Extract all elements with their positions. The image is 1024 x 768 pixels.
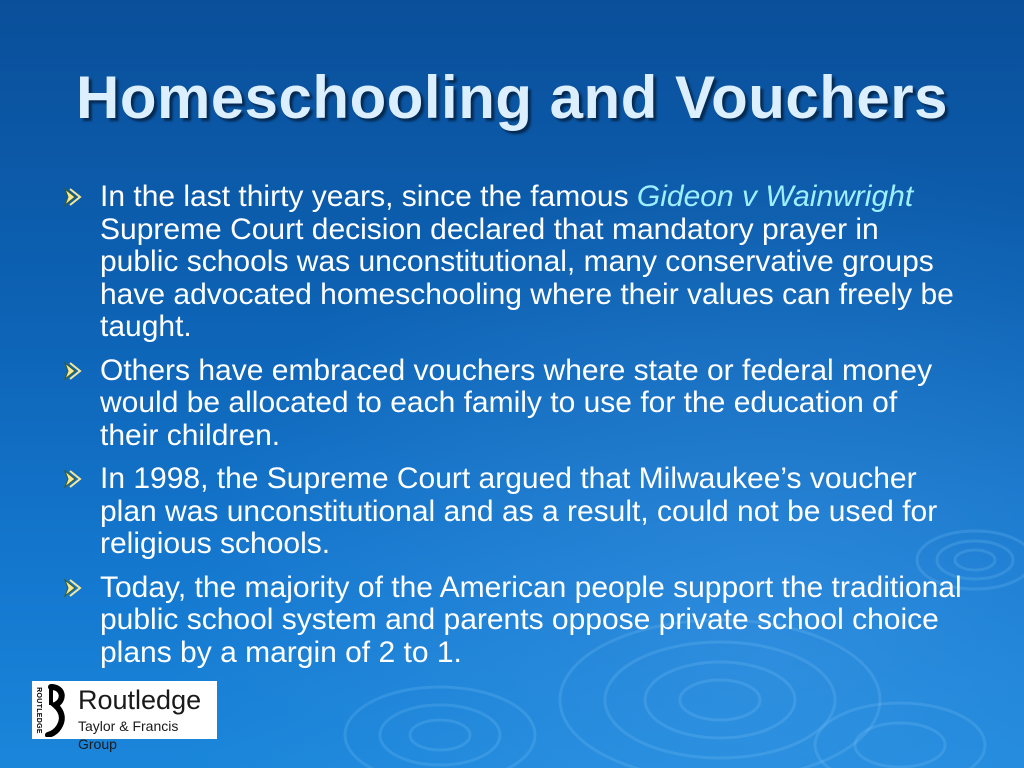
routledge-r-icon [42,683,68,737]
bullet-text-start: In the last thirty years, since the famous [100,180,637,213]
bullet-list [62,181,962,680]
chevron-arrow-icon [62,357,84,385]
bullet-item [62,463,962,561]
case-name: Gideon v Wainwright [636,180,914,213]
chevron-arrow-icon [62,183,84,211]
chevron-arrow-icon [62,574,84,602]
bullet-text: Others have embraced vouchers where state or federal money would be allocated to each family to use for the education of their children. [100,353,933,452]
slide-title: Homeschooling and Vouchers [75,64,948,131]
chevron-arrow-icon [62,465,84,493]
bullet-item [62,572,962,670]
bullet-item [62,181,962,344]
bullet-item [62,355,962,453]
bullet-text: Today, the majority of the American people support the traditional public school system and parents oppose private school choice plans by a margin of 2 to 1. [100,570,962,669]
publisher-logo [32,681,217,752]
logo-subtitle: Taylor & Francis Group [78,718,179,752]
logo-name: Routledge [78,685,202,715]
logo-side-label: ROUTLEDGE [34,686,42,734]
bullet-text: In 1998, the Supreme Court argued that Milwaukee’s voucher plan was unconstitutional and as a result, could not be used for religious schools. [100,462,938,560]
bullet-text-end: Supreme Court decision declared that mandatory prayer in public schools was unconstitutional, many conservative groups have advocated homeschooling where their values can freely be taught. [100,212,954,343]
